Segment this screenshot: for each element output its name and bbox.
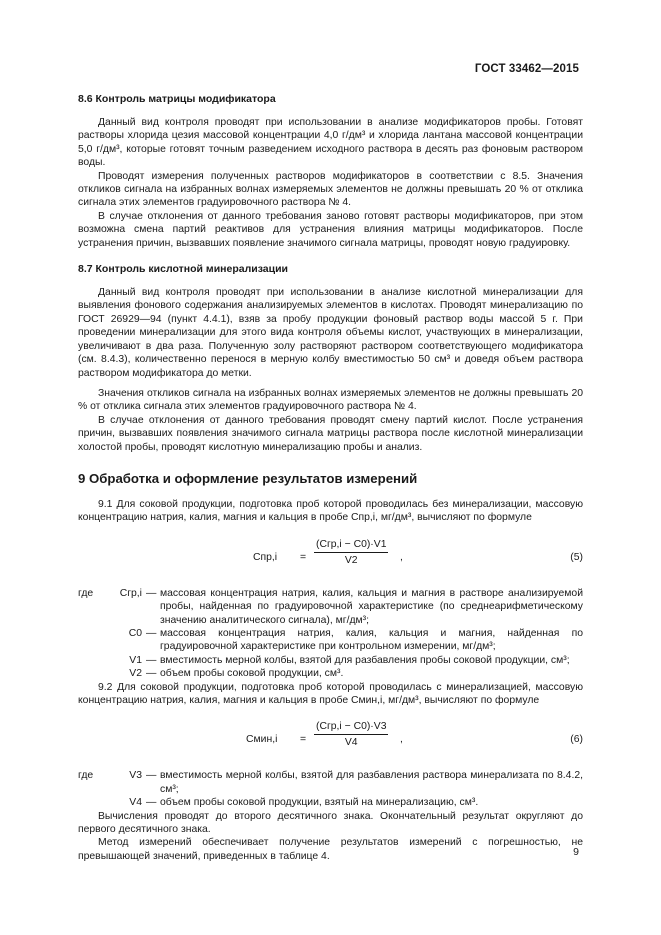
paragraph: Данный вид контроля проводят при использовании в анализе кислотной минерализации для выявления фонового содержания анализируемых элементов в кислотах. Проводят минерализацию по ГОСТ 26929—94 (пункт 4.4.1), взяв за пробу продукции фоновый раствор воды массой 5 г. При проведении минерализации для этого вида контроля объемы кислот, участвующих в минерализации, увеличивают в два раза. Полученную золу растворяют раствором соответствующего модификатора (см. 8.4.3), количественно перенося в мерную колбу вместимостью 50 см³ и доведя объем раствора раствором модификатора до метки. [78, 287, 583, 379]
paragraph: Данный вид контроля проводят при использовании в анализе модификаторов пробы. Готовят растворы хлорида цезия массовой концентрации 4,0 г/дм³ и хлорида лантана массовой концентрации 5,0 г/дм³, которые готовят точным разведением исходного раствора в десять раз фоновым раствором воды. [78, 117, 583, 169]
definition-item: где V3 — вместимость мерной колбы, взятой для разбавления раствора минерализата по 8.4.2, см³; [78, 770, 583, 795]
definition-symbol: V4 [129, 797, 142, 809]
formula-number: (5) [570, 551, 583, 563]
paragraph: В случае отклонения от данного требования проводят смену партий кислот. После устранения причин, вызвавших появления значимого сигнала матрицы раствора после кислотной минерализации холостой пробы, проводят кислотную минерализацию пробы и анализ. [78, 414, 583, 453]
definition-symbol: V3 [129, 770, 142, 782]
definition-text: массовая концентрация натрия, калия, кальция и магния в растворе анализируемой пробы, найденная по градуировочной характеристике (по среднеарифметическому значению аналитического сигнала), мг/дм³; [160, 587, 583, 626]
formula-denominator: V2 [344, 554, 358, 566]
definition-item: V2 — объем пробы соковой продукции, см³. [78, 667, 583, 680]
paragraph: Вычисления проводят до второго десятичного знака. Окончательный результат округляют до первого десятичного знака. [78, 810, 583, 836]
paragraph: В случае отклонения от данного требования заново готовят растворы модификаторов, при этом возможна смена партий реактивов для устранения влияния матрицы модификаторов. После устранения причин, вызвавших появление значимого сигнала матрицы, проводят новую градуировку. [78, 210, 583, 249]
definitions-list [78, 769, 583, 809]
paragraph: 9.2 Для соковой продукции, подготовка проб которой проводилась с минерализацией, массовую концентрацию натрия, калия, магния и кальция в пробе Cмин,i, мг/дм³, вычисляют по формуле [78, 681, 583, 706]
formula-numerator: (Cгр,i − C0)·V1 [316, 538, 387, 550]
document-code: ГОСТ 33462—2015 [474, 63, 579, 75]
definition-text: объем пробы соковой продукции, взятый на минерализацию, см³. [160, 797, 479, 809]
formula-lhs: Cпр,i [253, 551, 278, 563]
definitions-list [78, 587, 583, 681]
section-8-7-title: 8.7 Контроль кислотной минерализации [78, 263, 288, 276]
definition-item: C0 — массовая концентрация натрия, калия, кальция и магния, найденная по градуировочной характеристике при контрольном измерении, мг/дм³; [78, 627, 583, 654]
paragraph: Проводят измерения полученных растворов модификаторов в соответствии с 8.5. Значения откликов сигнала на избранных волнах измеряемых элементов не должны превышать 20 % от отклика сигнала этих элементов градуировочного раствора № 4. [78, 170, 583, 209]
section-8-6-title: 8.6 Контроль матрицы модификатора [78, 93, 276, 105]
page-content [78, 93, 583, 863]
formula-fraction [314, 721, 388, 748]
definition-symbol: V1 [129, 654, 142, 666]
formula-numerator: (Cгр,i − C0)·V3 [316, 721, 387, 733]
formula-6: Cмин,i = (Cгр,i − C0)·V3 V4 , (6) [246, 721, 583, 749]
formula-fraction [314, 539, 388, 566]
definition-text: вместимость мерной колбы, взятой для разбавления пробы соковой продукции, см³; [160, 654, 570, 666]
formula-denominator: V4 [344, 737, 358, 749]
definition-text: вместимость мерной колбы, взятой для разбавления раствора минерализата по 8.4.2, см³; [160, 770, 583, 795]
definition-item: V4 — объем пробы соковой продукции, взятый на минерализацию, см³. [78, 796, 583, 809]
section-9-title: 9 Обработка и оформление результатов измерений [78, 470, 418, 486]
definition-text: объем пробы соковой продукции, см³. [160, 668, 344, 680]
formula-5: Cпр,i = (Cгр,i − C0)·V1 V2 , (5) [253, 538, 583, 566]
definition-text: массовая концентрация натрия, калия, кальция и магния, найденная по градуировочной характеристике при контрольном измерении, мг/дм³; [160, 627, 583, 653]
definition-item: V1 — вместимость мерной колбы, взятой для разбавления пробы соковой продукции, см³; [78, 654, 583, 667]
formula-lhs: Cмин,i [246, 734, 278, 746]
definition-symbol: V2 [129, 668, 142, 680]
definition-symbol: C0 [128, 627, 142, 639]
formula-number: (6) [570, 734, 583, 746]
paragraph: 9.1 Для соковой продукции, подготовка проб которой проводилась без минерализации, массовую концентрацию натрия, калия, магния и кальция в пробе Cпр,i, мг/дм³, вычисляют по формуле [78, 498, 583, 524]
definition-item: где Cгр,i — массовая концентрация натрия, калия, кальция и магния в растворе анализируемой пробы, найденная по градуировочной характеристике (по среднеарифметическому значению аналитического сигнала), мг/дм³; [78, 587, 583, 626]
paragraph: Значения откликов сигнала на избранных волнах измеряемых элементов не должны превышать 20 % от отклика сигнала этих элементов градуировочного раствора № 4. [78, 387, 583, 413]
definition-symbol: Cгр,i [119, 587, 142, 599]
page-number: 9 [573, 846, 579, 858]
paragraph: Метод измерений обеспечивает получение результатов измерений с погрешностью, не превышающей значений, приведенных в таблице 4. [78, 837, 583, 862]
